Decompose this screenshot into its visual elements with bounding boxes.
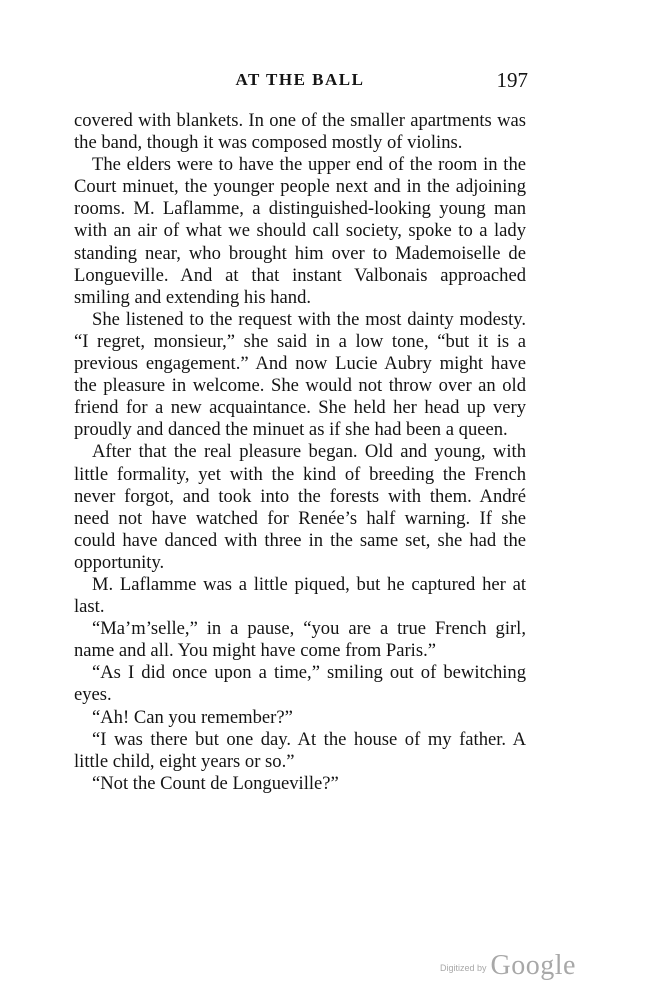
paragraph: She listened to the request with the most dainty modesty. “I regret, monsieur,” she said in a low tone, “but it is a previous engagement.” And now Lucie Aubry might have the pleasure in welcome. She would not throw over an old friend for a new acquaintance. She held her head up very proudly and danced the minuet as if she had been a queen. [74, 308, 526, 441]
paragraph: M. Laflamme was a little piqued, but he captured her at last. [74, 573, 526, 618]
digitized-watermark [440, 950, 576, 982]
watermark-prefix: Digitized by [440, 963, 487, 973]
google-logo: Google [490, 950, 576, 981]
running-title: AT THE BALL [235, 70, 365, 89]
paragraph: After that the real pleasure began. Old and young, with little formality, yet with the kind of breeding the French never forgot, and took into the forests with them. André need not have watched for Renée’s half warning. If she could have danced with three in the same set, she had the opportunity. [74, 441, 526, 573]
paragraph: “I was there but one day. At the house of my father. A little child, eight years or so.” [74, 728, 526, 772]
running-header [74, 66, 526, 96]
paragraph: “Ah! Can you remember?” [92, 706, 293, 728]
paragraph: “As I did once upon a time,” smiling out of bewitching eyes. [74, 662, 526, 706]
paragraph: The elders were to have the upper end of the room in the Court minuet, the younger people next and in the adjoining rooms. M. Laflamme, a distinguished-looking young man with an air of what we should call society, spoke to a lady standing near, who brought him over to Mademoiselle de Longueville. And at that instant Valbonais approached smiling and extending his hand. [74, 154, 526, 308]
paragraph: “Not the Count de Longueville?” [92, 772, 339, 794]
paragraph: covered with blankets. In one of the smaller apartments was the band, though it was composed mostly of violins. [74, 110, 526, 154]
paragraph: “Ma’m’selle,” in a pause, “you are a true French girl, name and all. You might have come from Paris.” [74, 618, 526, 662]
body-text [74, 110, 526, 795]
page-number: 197 [496, 68, 528, 92]
